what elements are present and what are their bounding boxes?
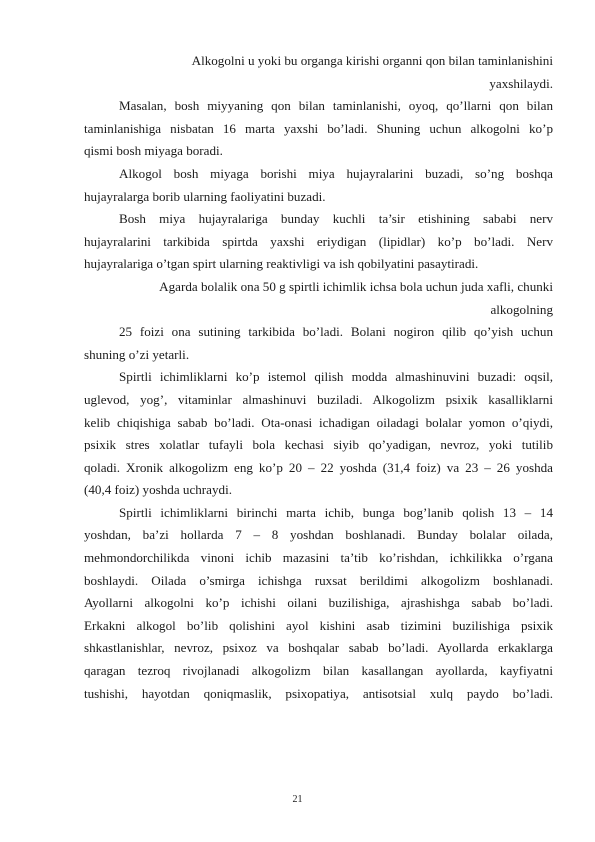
text-line: yoshdan, ba’zi hollarda 7 – 8 yoshdan boshlanadi. Bunday bolalar oilada,	[84, 527, 553, 543]
text-line: alkogolning	[490, 301, 553, 317]
text-line: boshlaydi. Oilada o’smirga ichishga ruxsat berildimi alkogolizm boshlanadi.	[84, 572, 553, 588]
text-line: qaragan tezroq rivojlanadi alkogolizm bilan kasallangan ayollarda, kayfiyatni	[84, 663, 553, 679]
text-line: Ayollarni alkogolni ko’p ichishi oilani buzilishiga, ajrashishga sabab bo’ladi.	[84, 595, 553, 611]
text-line: qismi bosh miyaga boradi.	[84, 143, 223, 159]
text-line: taminlanishiga nisbatan 16 marta yaxshi bo’ladi. Shuning uchun alkogolni ko’p	[84, 120, 553, 136]
text-line: hujayralariga o’tgan spirt ularning reaktivligi va ish qobilyatini pasaytiradi.	[84, 256, 479, 272]
text-line: Erkakni alkogol bo’lib qolishini ayol kishini asab tizimini buzilishiga psixik	[84, 617, 553, 633]
text-line: uglevod, yog’, vitaminlar almashinuvi buziladi. Alkogolizm psixik kasalliklarni	[84, 391, 553, 407]
text-line: mehmondorchilikda vinoni ichib mazasini ta’tib ko’rishdan, ichkilikka o’rgana	[84, 550, 553, 566]
text-line: Masalan, bosh miyyaning qon bilan taminlanishi, oyoq, qo’llarni qon bilan	[119, 98, 553, 114]
text-line: psixik stres xolatlar tufayli bola kechasi siyib qo’yadigan, nevroz, yoki tutilib	[84, 437, 553, 453]
text-line: kelib chiqishiga sabab bo’ladi. Ota-onasi ichadigan oiladagi bolalar yomon o’qiydi,	[84, 414, 553, 430]
text-line: Bosh miya hujayralariga bunday kuchli ta’sir etishining sababi nerv	[119, 211, 553, 227]
text-line: Agarda bolalik ona 50 g spirtli ichimlik ichsa bola uchun juda xafli, chunki	[159, 278, 553, 294]
text-line: Alkogolni u yoki bu organga kirishi organni qon bilan taminlanishini	[191, 53, 553, 68]
text-line: shkastlanishlar, nevroz, psixoz va boshqalar sabab bo’ladi. Ayollarda erkaklarga	[84, 640, 553, 656]
text-line: Spirtli ichimliklarni ko’p istemol qilish modda almashinuvini buzadi: oqsil,	[119, 369, 553, 385]
text-line: Spirtli ichimliklarni birinchi marta ichib, bunga bog’lanib qolish 13 – 14	[119, 504, 553, 520]
text-line: (40,4 foiz) yoshda uchraydi.	[84, 482, 232, 498]
text-line: qoladi. Xronik alkogolizm eng ko’p 20 – 22 yoshda (31,4 foiz) va 23 – 26 yoshda	[84, 459, 553, 475]
text-line: shuning o’zi yetarli.	[84, 346, 190, 362]
document-body	[84, 50, 553, 705]
text-line: tushishi, hayotdan qoniqmaslik, psixopatiya, antisotsial xulq paydo bo’ladi.	[84, 685, 553, 701]
text-line: Alkogol bosh miyaga borishi miya hujayralarini buzadi, so’ng boshqa	[119, 165, 553, 181]
text-line: hujayralarini tarkibida spirtda yaxshi eriydigan (lipidlar) ko’p bo’ladi. Nerv	[84, 233, 553, 249]
text-line: hujayralarga borib ularning faoliyatini buzadi.	[84, 188, 326, 204]
text-line: yaxshilaydi.	[489, 75, 553, 91]
page-number: 21	[292, 794, 303, 805]
text-line: 25 foizi ona sutining tarkibida bo’ladi. Bolani nogiron qilib qo’yish uchun	[119, 324, 553, 340]
